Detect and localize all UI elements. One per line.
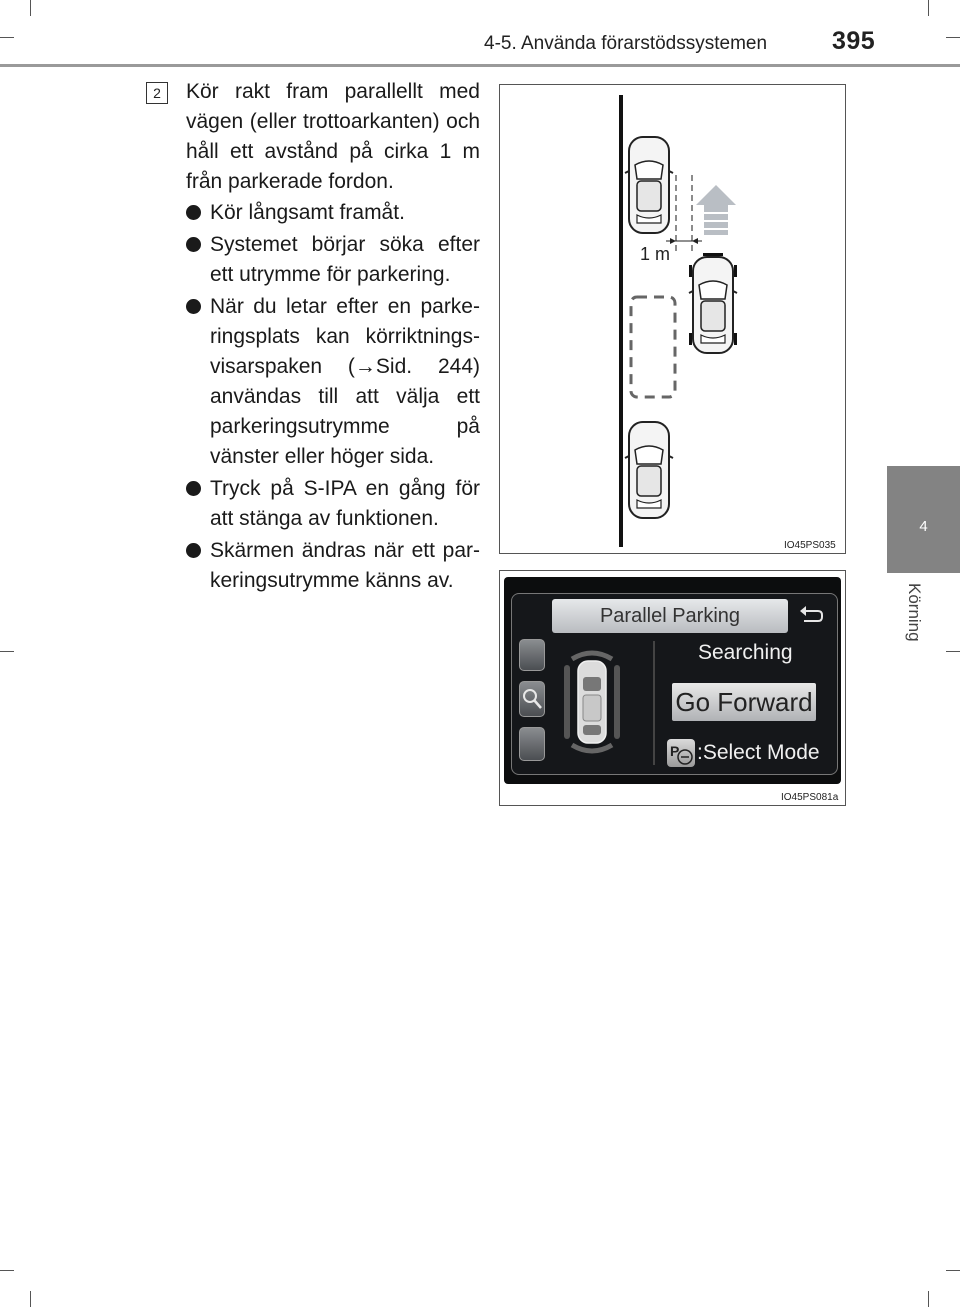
back-arrow-icon xyxy=(794,599,828,633)
display-figure xyxy=(499,570,846,806)
parking-space-outline xyxy=(631,297,675,397)
crop-mark xyxy=(928,1291,929,1307)
distance-label: 1 m xyxy=(640,244,671,264)
header-divider xyxy=(0,64,960,67)
bullet-item xyxy=(186,292,480,472)
step-text: Kör rakt fram parallellt med vägen (eller trottoarkanten) och håll ett avstånd på cirka 1 m från parkerade fordon. xyxy=(186,80,480,193)
screen-title: Parallel Parking xyxy=(599,605,741,627)
search-button[interactable] xyxy=(519,681,545,717)
bullet-text: När du letar efter en parkeringsplats kan körriktningsvisarspaken (→Sid. 244) användas till att välja ett parkeringsutrymme på vänster eller höger sida. xyxy=(210,295,480,468)
crop-mark xyxy=(30,0,31,16)
crop-mark xyxy=(0,651,14,652)
bullet-text: Tryck på S-IPA en gång för att stänga av funktionen. xyxy=(210,477,480,530)
side-button-bottom[interactable] xyxy=(519,727,545,761)
bullet-dot xyxy=(186,481,201,496)
mode-switch-icon xyxy=(667,739,695,767)
status-text: Searching xyxy=(698,641,793,664)
forward-arrow xyxy=(696,185,736,235)
bullet-dot xyxy=(186,299,201,314)
bullet-text: Skärmen ändras när ett parkeringsutrymme känns av. xyxy=(210,539,480,592)
display-bezel xyxy=(504,577,841,784)
screen-divider xyxy=(653,641,655,765)
parking-diagram xyxy=(500,85,845,553)
bullet-item xyxy=(186,474,480,534)
chapter-label-wrap xyxy=(906,583,926,673)
parked-car-front xyxy=(625,137,673,233)
parking-diagram-figure xyxy=(499,84,846,554)
back-button[interactable] xyxy=(794,599,828,633)
crop-mark xyxy=(0,1270,14,1271)
step-number-box: 2 xyxy=(146,82,168,104)
parking-mode-icon xyxy=(667,739,695,767)
bullet-list xyxy=(186,198,480,598)
instruction-text: Go Forward xyxy=(675,687,813,717)
car-sensor-graphic xyxy=(562,647,622,757)
page-number: 395 xyxy=(832,27,876,55)
crop-mark xyxy=(0,37,14,38)
bullet-item xyxy=(186,536,480,596)
crop-mark xyxy=(946,651,960,652)
chapter-number: 4 xyxy=(919,518,928,535)
bullet-item xyxy=(186,230,480,290)
mode-hint-text: :Select Mode xyxy=(697,741,820,764)
bullet-dot xyxy=(186,205,201,220)
crop-mark xyxy=(946,37,960,38)
section-title: 4-5. Använda förarstödssystemen xyxy=(484,33,768,54)
svg-text:P: P xyxy=(670,743,680,759)
crop-mark xyxy=(30,1291,31,1307)
search-icon xyxy=(520,682,544,716)
figure-code: IO45PS081a xyxy=(781,792,839,803)
parked-car-rear xyxy=(625,422,673,518)
chapter-label: Körning xyxy=(905,583,924,642)
crop-mark xyxy=(946,1270,960,1271)
bullet-text: Systemet börjar söka efter ett utrymme för parkering. xyxy=(210,233,480,286)
own-car xyxy=(689,253,737,353)
side-button-top[interactable] xyxy=(519,639,545,671)
chapter-tab xyxy=(887,466,960,573)
bullet-text: Kör långsamt framåt. xyxy=(210,201,405,224)
crop-mark xyxy=(928,0,929,16)
figure-code: IO45PS035 xyxy=(784,540,836,551)
bullet-dot xyxy=(186,237,201,252)
bullet-item xyxy=(186,198,480,228)
bullet-dot xyxy=(186,543,201,558)
